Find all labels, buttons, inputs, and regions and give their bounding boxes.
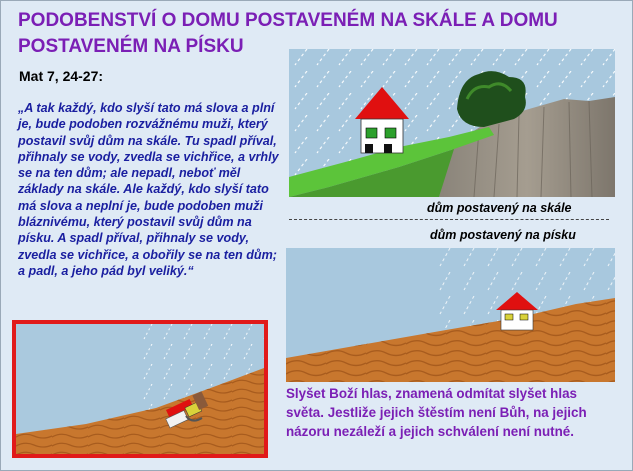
slide-title: PODOBENSTVÍ O DOMU POSTAVENÉM NA SKÁLE A DOMU POSTAVENÉM NA PÍSKU	[18, 10, 558, 57]
house-on-sand-illustration	[286, 248, 615, 382]
bible-verse: „A tak každý, kdo slyší tato má slova a plní je, bude podoben rozvážnému muži, který postavil svůj dům na skále. Tu spadl příval, přihnaly se vody, zvedla se vichřice, a vrhly se na ten dům; ale nepadl, neboť měl základy na skále. Ale každý, kdo slyší tato má slova a neplní je, bude podoben muži bláznivému, který postavil svůj dům na písku. A spadl příval, přihnaly se vody, zvedla se vichřice, a obořily se na ten dům; a padl, a jeho pád byl veliký.“	[18, 101, 279, 278]
bible-reference: Mat 7, 24-27:	[19, 68, 104, 84]
closing-note: Slyšet Boží hlas, znamená odmítat slyšet hlas světa. Jestliže jejich štěstím není Bůh, na jejich názoru nezáleží a jejich schválení není nutné.	[286, 386, 587, 439]
fallen-house-illustration	[12, 320, 268, 458]
caption-house-on-sand: dům postavený na písku	[430, 228, 576, 242]
panel-divider	[289, 219, 609, 220]
house-on-rock-illustration	[289, 49, 615, 197]
caption-house-on-rock: dům postavený na skále	[427, 201, 572, 215]
